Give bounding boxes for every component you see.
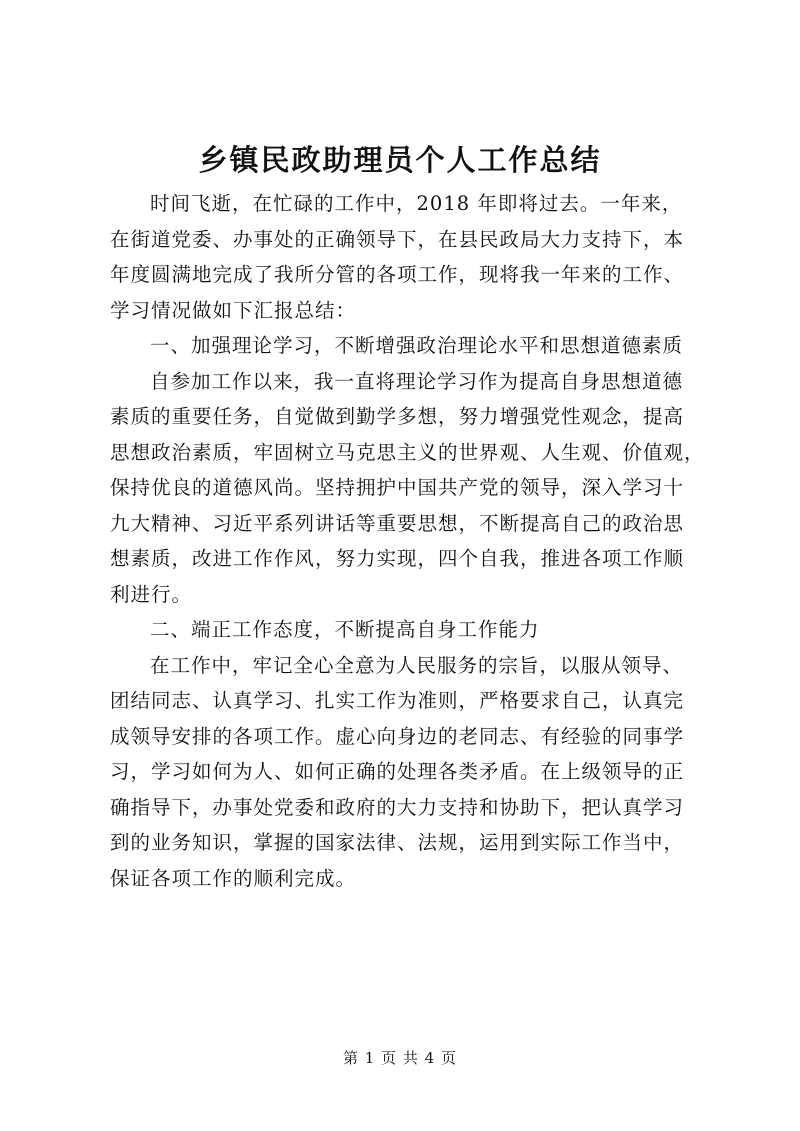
- body-line-12: 利进行。: [110, 582, 193, 606]
- body-line-11: 想素质，改进工作作风，努力实现，四个自我，推进各项工作顺: [110, 547, 685, 570]
- section-heading-1: 一、加强理论学习，不断增强政治理论水平和思想道德素质: [150, 334, 684, 357]
- body-line-19: 到的业务知识，掌握的国家法律、法规，运用到实际工作当中，: [110, 831, 685, 854]
- body-line-17: 习，学习如何为人、如何正确的处理各类矛盾。在上级领导的正: [110, 760, 685, 783]
- body-line-7: 素质的重要任务，自觉做到勤学多想，努力增强党性观念，提高: [110, 405, 685, 428]
- page-number-footer: 第 1 页 共 4 页: [343, 1049, 457, 1067]
- body-line-8: 思想政治素质，牢固树立马克思主义的世界观、人生观、价值观，: [110, 440, 705, 464]
- body-line-3: 年度圆满地完成了我所分管的各项工作，现将我一年来的工作、: [110, 263, 685, 286]
- body-line-9: 保持优良的道德风尚。坚持拥护中国共产党的领导，深入学习十: [110, 476, 685, 499]
- document-body: [110, 186, 710, 896]
- section-heading-2: 二、端正工作态度，不断提高自身工作能力: [150, 618, 540, 641]
- body-line-2: 在街道党委、办事处的正确领导下，在县民政局大力支持下，本: [110, 227, 685, 251]
- body-line-18: 确指导下，办事处党委和政府的大力支持和协助下，把认真学习: [110, 795, 685, 819]
- body-line-6: 自参加工作以来，我一直将理论学习作为提高自身思想道德: [150, 369, 684, 393]
- body-line-20: 保证各项工作的顺利完成。: [110, 866, 357, 890]
- body-line-10: 九大精神、习近平系列讲话等重要思想，不断提高自己的政治思: [110, 511, 685, 535]
- body-line-4: 学习情况做如下汇报总结：: [110, 298, 357, 322]
- body-line-14: 在工作中，牢记全心全意为人民服务的宗旨，以服从领导、: [150, 653, 684, 677]
- document-title: 乡镇民政助理员个人工作总结: [198, 143, 602, 177]
- body-line-16: 成领导安排的各项工作。虚心向身边的老同志、有经验的同事学: [110, 724, 685, 748]
- body-line-15: 团结同志、认真学习、扎实工作为准则，严格要求自己，认真完: [110, 689, 685, 712]
- body-line-1: 时间飞逝，在忙碌的工作中，2018 年即将过去。一年来，: [150, 192, 683, 215]
